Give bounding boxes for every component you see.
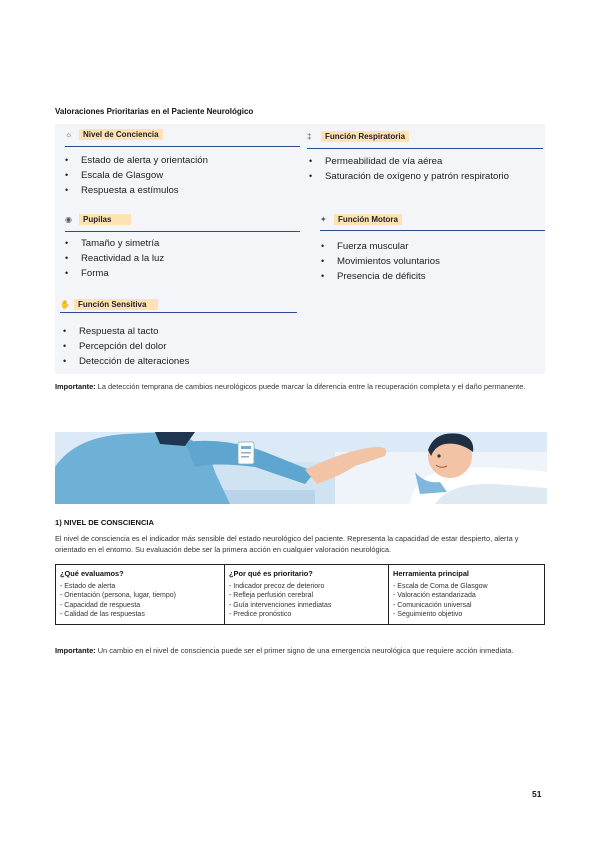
list-item: • Fuerza muscular (319, 239, 440, 254)
list-pupilas (63, 236, 164, 281)
cell-line: - Guía intervenciones inmediatas (229, 601, 332, 609)
list-item: • Tamaño y simetría (63, 236, 164, 251)
illustration-image (55, 432, 547, 504)
important-note-2 (55, 645, 525, 656)
table-row (56, 580, 545, 624)
table-header: ¿Por qué es prioritario? (225, 565, 389, 581)
cell-line: - Estado de alerta (60, 583, 116, 590)
section-title: 1) NIVEL DE CONSCIENCIA (55, 518, 155, 527)
section-title-conciencia: Nivel de Conciencia (79, 129, 163, 140)
brain-icon: ☼ (65, 130, 73, 139)
lungs-icon: ‡ (307, 132, 312, 141)
section-title-motora: Función Motora (334, 214, 402, 225)
section-header-sensitiva (60, 299, 158, 310)
list-item: • Presencia de déficits (319, 269, 440, 284)
table-cell (56, 580, 225, 624)
list-conciencia (63, 153, 208, 198)
list-item: • Estado de alerta y orientación (63, 153, 208, 168)
cell-line: - Indicador precoz de deterioro (229, 583, 325, 590)
section-rule-pupilas (65, 231, 300, 232)
note-text: La detección temprana de cambios neurológicos puede marcar la diferencia entre la recuperación completa y el daño permanente. (97, 382, 526, 391)
section-rule-conciencia (65, 146, 300, 147)
list-motora (319, 239, 440, 284)
section-rule-motora (320, 230, 545, 231)
list-item: • Movimientos voluntarios (319, 254, 440, 269)
table-cell (389, 580, 545, 624)
cell-line: - Predice pronóstico (229, 611, 292, 619)
table-cell (225, 580, 389, 624)
list-item: • Forma (63, 266, 164, 281)
list-item: • Permeabilidad de vía aérea (307, 154, 509, 169)
list-item: • Respuesta al tacto (61, 324, 189, 339)
section-rule-respiratoria (307, 148, 543, 149)
section-paragraph: El nivel de consciencia es el indicador más sensible del estado neurológico del paciente. Representa la capacidad de estar despierto, alerta y orientado en el entorno. Su evaluación debe ser la primera acción en cualquier valoración neurológica. (55, 534, 519, 554)
list-item: • Respuesta a estímulos (63, 183, 208, 198)
consciousness-table (55, 564, 545, 625)
cell-line: - Comunicación universal (393, 601, 472, 609)
assessment-panel (55, 124, 545, 374)
section-header-conciencia (65, 129, 163, 140)
section-title-respiratoria: Función Respiratoria (321, 131, 409, 142)
figure-icon: ✦ (320, 215, 327, 224)
table-header-row (56, 565, 545, 581)
list-item: • Reactividad a la luz (63, 251, 164, 266)
list-sensitiva (61, 324, 189, 369)
list-item: • Percepción del dolor (61, 339, 189, 354)
document-title: Valoraciones Prioritarias en el Paciente Neurológico (55, 107, 254, 116)
note-text: Un cambio en el nivel de consciencia puede ser el primer signo de una emergencia neurológica que requiere acción inmediata. (97, 646, 514, 655)
cell-line: - Calidad de las respuestas (60, 611, 145, 619)
cell-line: - Refleja perfusión cerebral (229, 592, 314, 600)
list-item: • Saturación de oxígeno y patrón respiratorio (307, 169, 509, 184)
important-note (55, 381, 545, 392)
section-rule-sensitiva (60, 312, 297, 313)
cell-line: - Seguimiento objetivo (393, 611, 463, 619)
list-item: • Escala de Glasgow (63, 168, 208, 183)
section-header-respiratoria (307, 131, 409, 142)
section-title-sensitiva: Función Sensitiva (74, 299, 158, 310)
section-header-motora (320, 214, 402, 225)
section-header-pupilas (65, 214, 131, 225)
page-number: 51 (532, 789, 542, 799)
list-item: • Detección de alteraciones (61, 354, 189, 369)
section-title-pupilas: Pupilas (79, 214, 131, 225)
cell-line: - Escala de Coma de Glasgow (393, 583, 488, 590)
hand-icon: ✋ (60, 300, 70, 309)
nurse-patient-illustration (55, 432, 547, 504)
note-label: Importante: (55, 646, 96, 655)
cell-line: - Capacidad de respuesta (60, 601, 141, 609)
table-header: Herramienta principal (389, 565, 545, 581)
list-respiratoria (307, 154, 509, 184)
cell-line: - Orientación (persona, lugar, tiempo) (60, 592, 176, 600)
table-header: ¿Qué evaluamos? (60, 569, 124, 578)
note-label: Importante: (55, 382, 96, 391)
eye-icon: ◉ (65, 215, 72, 224)
cell-line: - Valoración estandarizada (393, 592, 476, 600)
